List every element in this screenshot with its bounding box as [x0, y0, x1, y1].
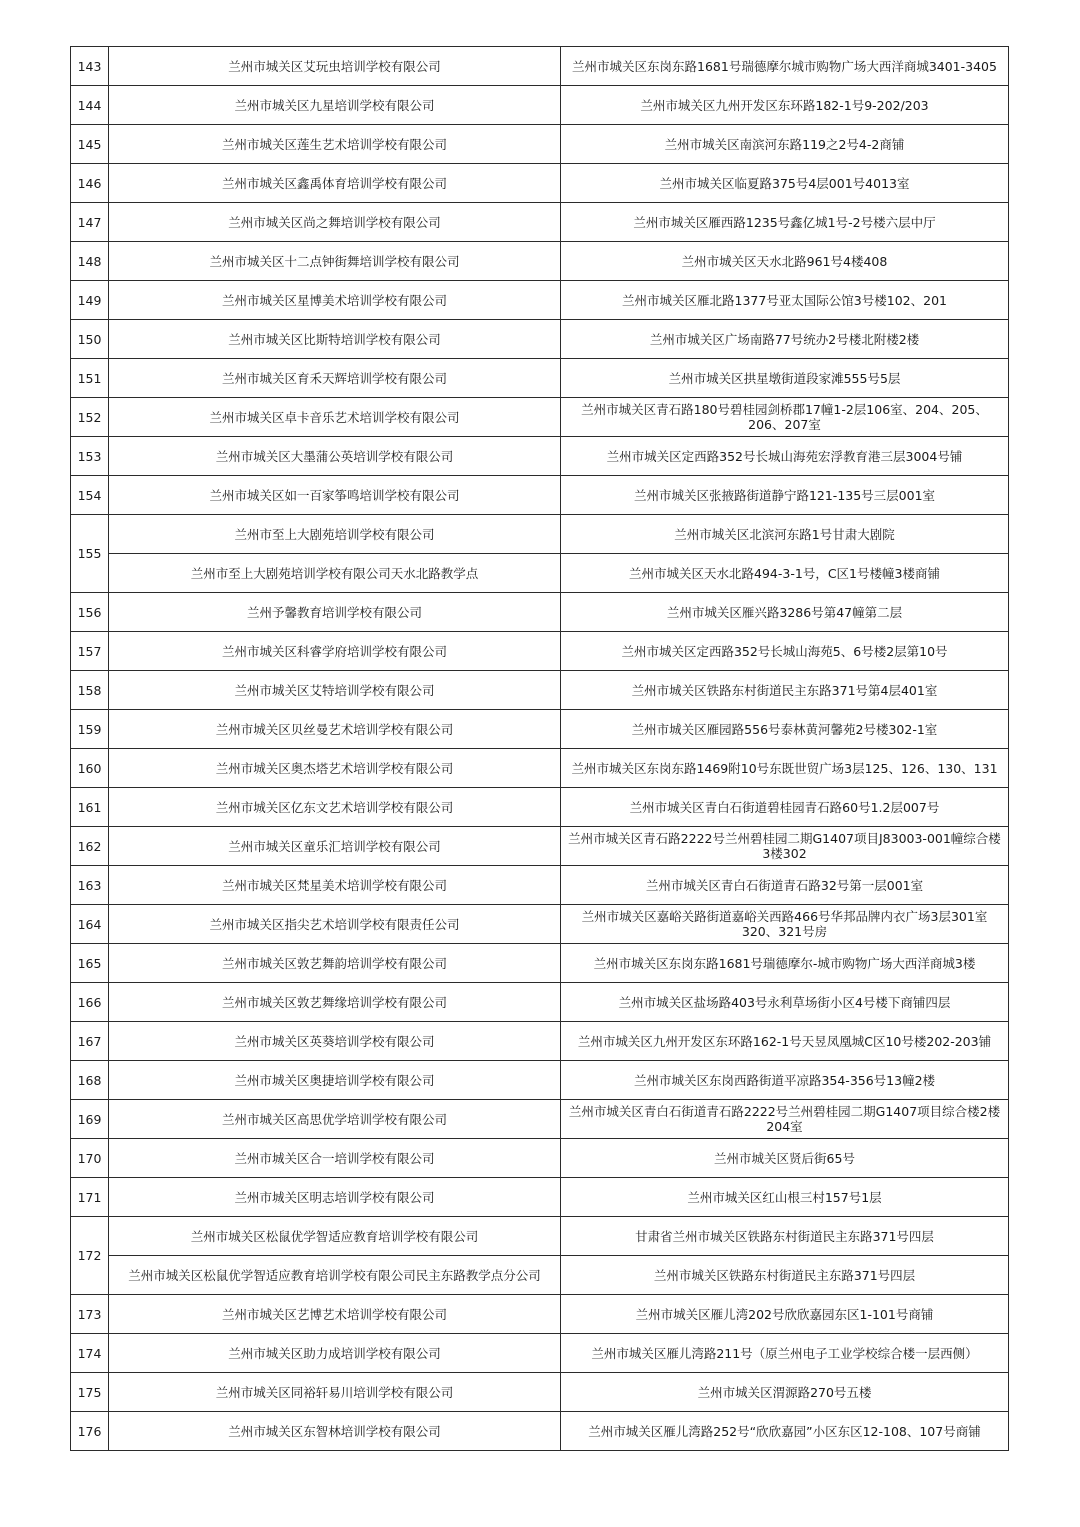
- table-row: [71, 125, 1009, 164]
- row-number: 160: [71, 749, 109, 788]
- school-address-cell: 兰州市城关区铁路东村街道民主东路371号第4层401室: [561, 671, 1009, 710]
- row-number: 157: [71, 632, 109, 671]
- school-address-cell: 兰州市城关区天水北路494-3-1号，C区1号楼幢3楼商铺: [561, 554, 1009, 593]
- school-address-cell: 甘肃省兰州市城关区铁路东村街道民主东路371号四层: [561, 1217, 1009, 1256]
- school-address-cell: 兰州市城关区临夏路375号4层001号4013室: [561, 164, 1009, 203]
- school-address-cell: 兰州市城关区青石路180号碧桂园剑桥郡17幢1-2层106室、204、205、206、207室: [561, 398, 1009, 437]
- school-address-cell: 兰州市城关区北滨河东路1号甘肃大剧院: [561, 515, 1009, 554]
- school-address-cell: 兰州市城关区青石路2222号兰州碧桂园二期G1407项目J83003-001幢综合楼3楼302: [561, 827, 1009, 866]
- school-name-cell: 兰州市城关区英葵培训学校有限公司: [109, 1022, 561, 1061]
- row-number: 165: [71, 944, 109, 983]
- school-name-cell: 兰州市城关区卓卡音乐艺术培训学校有限公司: [109, 398, 561, 437]
- table-row: [71, 1139, 1009, 1178]
- row-number: 153: [71, 437, 109, 476]
- table-row: [71, 86, 1009, 125]
- table-row: [71, 203, 1009, 242]
- row-number: 174: [71, 1334, 109, 1373]
- table-row: [71, 554, 1009, 593]
- school-address-cell: 兰州市城关区雁儿湾路211号（原兰州电子工业学校综合楼一层西侧）: [561, 1334, 1009, 1373]
- row-number: 146: [71, 164, 109, 203]
- table-row: [71, 1334, 1009, 1373]
- school-name-cell: 兰州市至上大剧苑培训学校有限公司: [109, 515, 561, 554]
- row-number: 162: [71, 827, 109, 866]
- row-number: 169: [71, 1100, 109, 1139]
- row-number: 145: [71, 125, 109, 164]
- table-row: [71, 593, 1009, 632]
- row-number: 170: [71, 1139, 109, 1178]
- row-number: 143: [71, 47, 109, 86]
- row-number: 168: [71, 1061, 109, 1100]
- school-address-cell: 兰州市城关区青白石街道碧桂园青石路60号1.2层007号: [561, 788, 1009, 827]
- school-address-cell: 兰州市城关区雁儿湾路252号“欣欣嘉园”小区东区12-108、107号商铺: [561, 1412, 1009, 1451]
- school-address-cell: 兰州市城关区盐场路403号永利草场街小区4号楼下商铺四层: [561, 983, 1009, 1022]
- school-name-cell: 兰州市城关区松鼠优学智适应教育培训学校有限公司: [109, 1217, 561, 1256]
- row-number: 166: [71, 983, 109, 1022]
- school-name-cell: 兰州予馨教育培训学校有限公司: [109, 593, 561, 632]
- school-name-cell: 兰州市城关区艾特培训学校有限公司: [109, 671, 561, 710]
- school-address-cell: 兰州市城关区嘉峪关路街道嘉峪关西路466号华邦品牌内衣广场3层301室320、321号房: [561, 905, 1009, 944]
- row-number: 148: [71, 242, 109, 281]
- school-name-cell: 兰州市城关区明志培训学校有限公司: [109, 1178, 561, 1217]
- school-name-cell: 兰州市城关区莲生艺术培训学校有限公司: [109, 125, 561, 164]
- school-name-cell: 兰州市城关区助力成培训学校有限公司: [109, 1334, 561, 1373]
- table-row: [71, 1373, 1009, 1412]
- school-address-cell: 兰州市城关区东岗东路1681号瑞德摩尔-城市购物广场大西洋商城3楼: [561, 944, 1009, 983]
- table-row: [71, 1217, 1009, 1256]
- school-address-cell: 兰州市城关区九州开发区东环路182-1号9-202/203: [561, 86, 1009, 125]
- table-row: [71, 1178, 1009, 1217]
- table-row: [71, 710, 1009, 749]
- table-row: [71, 476, 1009, 515]
- school-name-cell: 兰州市城关区松鼠优学智适应教育培训学校有限公司民主东路教学点分公司: [109, 1256, 561, 1295]
- school-name-cell: 兰州市城关区梵星美术培训学校有限公司: [109, 866, 561, 905]
- school-address-cell: 兰州市城关区青白石街道青石路32号第一层001室: [561, 866, 1009, 905]
- school-address-cell: 兰州市城关区东岗东路1469附10号东既世贸广场3层125、126、130、131: [561, 749, 1009, 788]
- table-body: [71, 47, 1009, 1451]
- table-row: [71, 1022, 1009, 1061]
- table-row: [71, 671, 1009, 710]
- school-name-cell: 兰州市城关区奥捷培训学校有限公司: [109, 1061, 561, 1100]
- table-row: [71, 1061, 1009, 1100]
- school-name-cell: 兰州市城关区敦艺舞韵培训学校有限公司: [109, 944, 561, 983]
- school-name-cell: 兰州市城关区奥杰塔艺术培训学校有限公司: [109, 749, 561, 788]
- school-name-cell: 兰州市城关区东智林培训学校有限公司: [109, 1412, 561, 1451]
- school-name-cell: 兰州市至上大剧苑培训学校有限公司天水北路教学点: [109, 554, 561, 593]
- row-number: 147: [71, 203, 109, 242]
- school-address-cell: 兰州市城关区拱星墩街道段家滩555号5层: [561, 359, 1009, 398]
- table-row: [71, 788, 1009, 827]
- school-address-cell: 兰州市城关区雁园路556号泰林黄河馨苑2号楼302-1室: [561, 710, 1009, 749]
- school-name-cell: 兰州市城关区如一百家筝鸣培训学校有限公司: [109, 476, 561, 515]
- school-address-cell: 兰州市城关区张掖路街道静宁路121-135号三层001室: [561, 476, 1009, 515]
- table-row: [71, 281, 1009, 320]
- table-row: [71, 398, 1009, 437]
- school-address-cell: 兰州市城关区定西路352号长城山海苑5、6号楼2层第10号: [561, 632, 1009, 671]
- school-name-cell: 兰州市城关区亿东文艺术培训学校有限公司: [109, 788, 561, 827]
- table-row: [71, 827, 1009, 866]
- school-name-cell: 兰州市城关区指尖艺术培训学校有限责任公司: [109, 905, 561, 944]
- row-number: 172: [71, 1217, 109, 1295]
- row-number: 151: [71, 359, 109, 398]
- row-number: 163: [71, 866, 109, 905]
- school-name-cell: 兰州市城关区童乐汇培训学校有限公司: [109, 827, 561, 866]
- row-number: 149: [71, 281, 109, 320]
- table-row: [71, 1412, 1009, 1451]
- school-name-cell: 兰州市城关区尚之舞培训学校有限公司: [109, 203, 561, 242]
- school-address-cell: 兰州市城关区天水北路961号4楼408: [561, 242, 1009, 281]
- school-address-cell: 兰州市城关区定西路352号长城山海苑宏浮教育港三层3004号铺: [561, 437, 1009, 476]
- row-number: 150: [71, 320, 109, 359]
- row-number: 171: [71, 1178, 109, 1217]
- table-row: [71, 242, 1009, 281]
- row-number: 176: [71, 1412, 109, 1451]
- school-address-cell: 兰州市城关区雁兴路3286号第47幢第二层: [561, 593, 1009, 632]
- school-name-cell: 兰州市城关区同裕轩易川培训学校有限公司: [109, 1373, 561, 1412]
- table-row: [71, 983, 1009, 1022]
- table-row: [71, 515, 1009, 554]
- school-address-cell: 兰州市城关区红山根三村157号1层: [561, 1178, 1009, 1217]
- row-number: 167: [71, 1022, 109, 1061]
- school-name-cell: 兰州市城关区艾玩虫培训学校有限公司: [109, 47, 561, 86]
- school-name-cell: 兰州市城关区高思优学培训学校有限公司: [109, 1100, 561, 1139]
- row-number: 159: [71, 710, 109, 749]
- table-row: [71, 320, 1009, 359]
- table-row: [71, 1295, 1009, 1334]
- school-name-cell: 兰州市城关区敦艺舞缘培训学校有限公司: [109, 983, 561, 1022]
- table-row: [71, 164, 1009, 203]
- table-row: [71, 359, 1009, 398]
- school-address-cell: 兰州市城关区铁路东村街道民主东路371号四层: [561, 1256, 1009, 1295]
- table-row: [71, 905, 1009, 944]
- school-name-cell: 兰州市城关区鑫禹体育培训学校有限公司: [109, 164, 561, 203]
- school-address-cell: 兰州市城关区雁儿湾202号欣欣嘉园东区1-101号商铺: [561, 1295, 1009, 1334]
- row-number: 175: [71, 1373, 109, 1412]
- row-number: 144: [71, 86, 109, 125]
- row-number: 152: [71, 398, 109, 437]
- table-row: [71, 1100, 1009, 1139]
- school-address-cell: 兰州市城关区广场南路77号统办2号楼北附楼2楼: [561, 320, 1009, 359]
- school-address-cell: 兰州市城关区渭源路270号五楼: [561, 1373, 1009, 1412]
- school-address-cell: 兰州市城关区贤后街65号: [561, 1139, 1009, 1178]
- school-address-cell: 兰州市城关区雁西路1235号鑫亿城1号-2号楼六层中厅: [561, 203, 1009, 242]
- school-address-cell: 兰州市城关区东岗东路1681号瑞德摩尔城市购物广场大西洋商城3401-3405: [561, 47, 1009, 86]
- table-row: [71, 944, 1009, 983]
- school-address-cell: 兰州市城关区九州开发区东环路162-1号天昱凤凰城C区10号楼202-203铺: [561, 1022, 1009, 1061]
- school-address-cell: 兰州市城关区东岗西路街道平凉路354-356号13幢2楼: [561, 1061, 1009, 1100]
- school-address-cell: 兰州市城关区青白石街道青石路2222号兰州碧桂园二期G1407项目综合楼2楼204室: [561, 1100, 1009, 1139]
- school-name-cell: 兰州市城关区比斯特培训学校有限公司: [109, 320, 561, 359]
- school-name-cell: 兰州市城关区大墨蒲公英培训学校有限公司: [109, 437, 561, 476]
- row-number: 173: [71, 1295, 109, 1334]
- table-row: [71, 866, 1009, 905]
- school-name-cell: 兰州市城关区合一培训学校有限公司: [109, 1139, 561, 1178]
- row-number: 158: [71, 671, 109, 710]
- school-name-cell: 兰州市城关区艺博艺术培训学校有限公司: [109, 1295, 561, 1334]
- row-number: 156: [71, 593, 109, 632]
- row-number: 155: [71, 515, 109, 593]
- school-list-table: [70, 46, 1009, 1451]
- table-row: [71, 437, 1009, 476]
- table-row: [71, 47, 1009, 86]
- table-row: [71, 749, 1009, 788]
- school-address-cell: 兰州市城关区雁北路1377号亚太国际公馆3号楼102、201: [561, 281, 1009, 320]
- school-name-cell: 兰州市城关区育禾天辉培训学校有限公司: [109, 359, 561, 398]
- row-number: 161: [71, 788, 109, 827]
- school-name-cell: 兰州市城关区九星培训学校有限公司: [109, 86, 561, 125]
- school-address-cell: 兰州市城关区南滨河东路119之2号4-2商铺: [561, 125, 1009, 164]
- school-name-cell: 兰州市城关区贝丝曼艺术培训学校有限公司: [109, 710, 561, 749]
- school-name-cell: 兰州市城关区十二点钟街舞培训学校有限公司: [109, 242, 561, 281]
- table-row: [71, 632, 1009, 671]
- school-name-cell: 兰州市城关区星博美术培训学校有限公司: [109, 281, 561, 320]
- school-name-cell: 兰州市城关区科睿学府培训学校有限公司: [109, 632, 561, 671]
- table-row: [71, 1256, 1009, 1295]
- row-number: 164: [71, 905, 109, 944]
- row-number: 154: [71, 476, 109, 515]
